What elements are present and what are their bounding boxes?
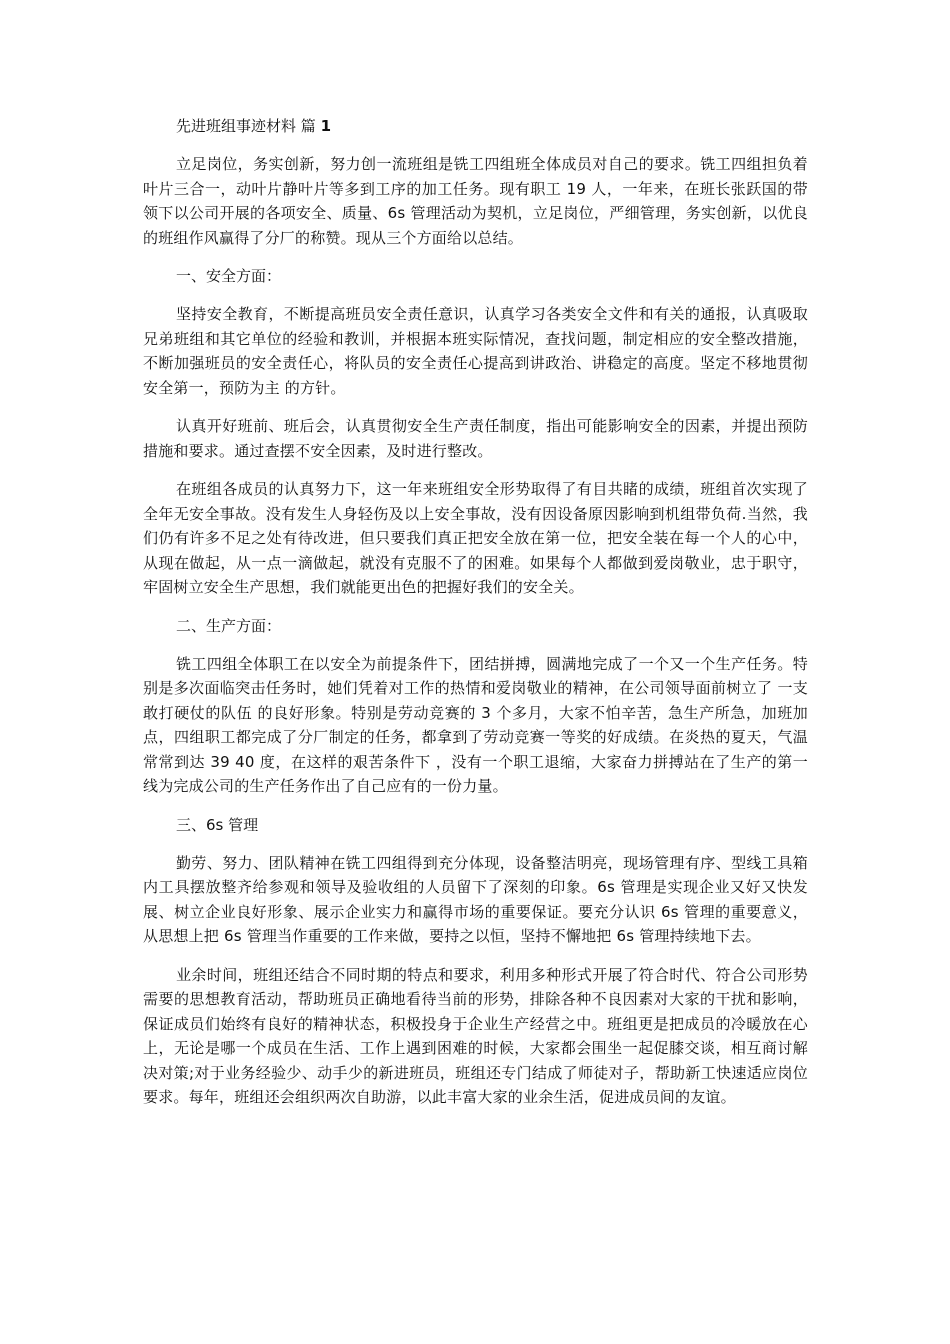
production-paragraph: 铣工四组全体职工在以安全为前提条件下，团结拼搏，圆满地完成了一个又一个生产任务。特别是多次面临突击任务时，她们凭着对工作的热情和爱岗敬业的精神，在公司领导面前树立了 一支敢打硬仗的队伍 的良好形象。特别是劳动竞赛的 3 个多月，大家不怕辛苦，急生产所急，加班加点，四组职工都完成了分厂制定的任务，都拿到了劳动竞赛一等奖的好成绩。在炎热的夏天，气温常常到达 39 40 度，在这样的艰苦条件下 ，没有一个职工退缩，大家奋力拼搏站在了生产的第一线为完成公司的生产任务作出了自己应有的一份力量。 bbox=[143, 654, 808, 795]
safety-paragraph-1: 坚持安全教育，不断提高班员安全责任意识，认真学习各类安全文件和有关的通报，认真吸取兄弟班组和其它单位的经验和教训，并根据本班实际情况，查找问题，制定相应的安全整改措施，不断加强班员的安全责任心，将队员的安全责任心提高到讲政治、讲稳定的高度。坚定不移地贯彻 安全第一，预防为主 的方针。 bbox=[143, 305, 808, 397]
document-title-number: 1 bbox=[320, 117, 331, 135]
intro-paragraph: 立足岗位，务实创新，努力创一流班组是铣工四组班全体成员对自己的要求。铣工四组担负着叶片三合一，动叶片静叶片等多到工序的加工任务。现有职工 19 人，一年来，在班长张跃国的带领下以公司开展的各项安全、质量、6s 管理活动为契机，立足岗位，严细管理，务实创新，以优良的班组作风赢得了分厂的称赞。现从三个方面给以总结。 bbox=[143, 155, 808, 247]
safety-paragraph-2: 认真开好班前、班后会，认真贯彻安全生产责任制度，指出可能影响安全的因素，并提出预防措施和要求。通过查摆不安全因素，及时进行整改。 bbox=[143, 417, 808, 460]
document-title bbox=[143, 110, 808, 142]
management-paragraph: 勤劳、努力、团队精神在铣工四组得到充分体现，设备整洁明亮，现场管理有序、型线工具箱内工具摆放整齐给参观和领导及验收组的人员留下了深刻的印象。6s 管理是实现企业又好又快发展、树立企业良好形象、展示企业实力和赢得市场的重要保证。要充分认识 6s 管理的重要意义，从思想上把 6s 管理当作重要的工作来做，要持之以恒，坚持不懈地把 6s 管理持续地下去。 bbox=[143, 853, 808, 945]
section-heading-production: 二、生产方面： bbox=[176, 616, 282, 635]
section-heading-6s: 三、6s 管理 bbox=[176, 815, 259, 834]
document-title-text: 先进班组事迹材料 篇 bbox=[176, 117, 316, 135]
section-heading-safety: 一、安全方面： bbox=[176, 267, 282, 285]
leisure-paragraph: 业余时间，班组还结合不同时期的特点和要求，利用多种形式开展了符合时代、符合公司形势需要的思想教育活动，帮助班员正确地看待当前的形势，排除各种不良因素对大家的干扰和影响，保证成员们始终有良好的精神状态，积极投身于企业生产经营之中。班组更是把成员的冷暖放在心上，无论是哪一个成员在生活、工作上遇到困难的时候，大家都会围坐一起促膝交谈，相互商讨解决对策;对于业务经验少、动手少的新进班员，班组还专门结成了师徒对子，帮助新工快速适应岗位要求。每年，班组还会组织两次自助游，以此丰富大家的业余生活，促进成员间的友谊。 bbox=[143, 965, 808, 1106]
safety-paragraph-3: 在班组各成员的认真努力下，这一年来班组安全形势取得了有目共睹的成绩，班组首次实现了全年无安全事故。没有发生人身轻伤及以上安全事故，没有因设备原因影响到机组带负荷.当然，我们仍有许多不足之处有待改进，但只要我们真正把安全放在第一位，把安全装在每一个人的心中，从现在做起，从一点一滴做起，就没有克服不了的困难。如果每个人都做到爱岗敬业，忠于职守，牢固树立安全生产思想，我们就能更出色的把握好我们的安全关。 bbox=[143, 480, 808, 596]
document-page bbox=[143, 110, 808, 1124]
